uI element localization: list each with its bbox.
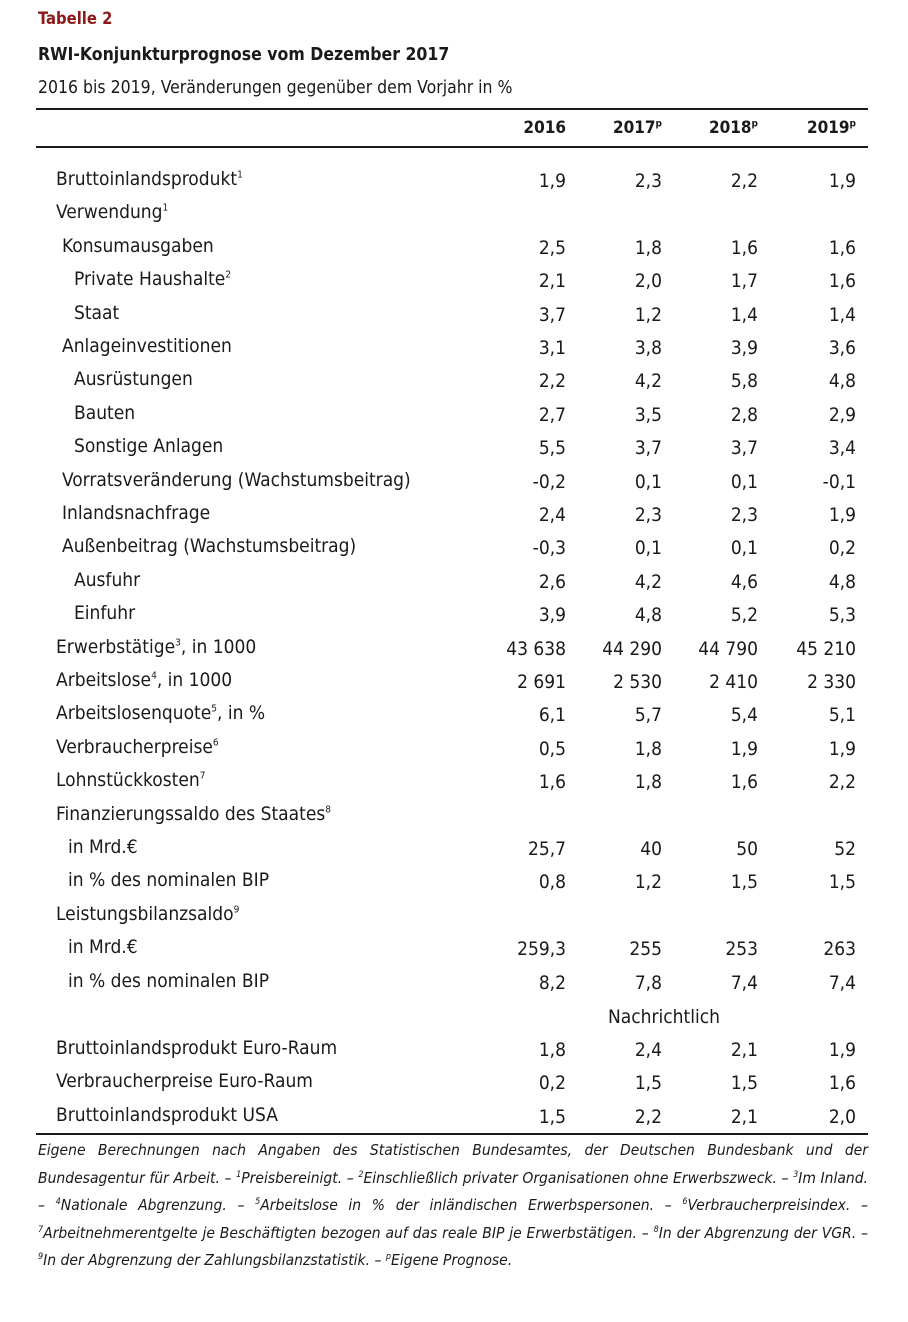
value-cell-2018: 0,1 (730, 537, 758, 560)
memo-row (36, 1104, 868, 1137)
value-cell-2019: 1,5 (828, 871, 856, 894)
value-cell-2019: 0,2 (828, 537, 856, 560)
row-label: Vorratsveränderung (Wachstumsbeitrag) (62, 468, 411, 491)
row-label: in Mrd.€ (68, 936, 138, 959)
value-cell-2018: 5,2 (730, 604, 758, 627)
value-cell-2017: 1,5 (634, 1072, 662, 1095)
value-cell-2017: 2,3 (634, 504, 662, 526)
table-row (36, 435, 868, 468)
footnote-ref: 5 (211, 704, 218, 716)
table-row (36, 736, 868, 769)
value-cell-2016: 1,6 (538, 771, 566, 794)
footnote-number: 8 (653, 1224, 659, 1235)
value-cell-2018: 2,3 (730, 504, 758, 526)
top-rule (36, 108, 868, 110)
value-cell-2017: 4,8 (634, 604, 662, 627)
column-mark: p (751, 118, 758, 130)
value-cell-2016: 5,5 (538, 437, 566, 460)
value-cell-2016: -0,3 (532, 537, 566, 560)
value-cell-2019: 3,6 (828, 337, 856, 359)
value-cell-2017: 1,8 (634, 737, 662, 760)
row-label: Finanzierungssaldo des Staates$^8$ (56, 802, 331, 825)
value-cell-2019: 2 330 (807, 671, 856, 693)
value-cell-2019: 1,6 (828, 236, 856, 259)
footnote-ref: 3 (175, 637, 181, 649)
value-cell-2017: 2,2 (634, 1105, 662, 1128)
value-cell-2017: 2,0 (634, 270, 662, 293)
value-cell-2017: 44 290 (602, 637, 662, 660)
value-cell-2019: 4,8 (828, 370, 856, 393)
value-cell-2017: 255 (629, 938, 662, 961)
value-cell-2016: 2,2 (538, 370, 566, 393)
value-cell-2018: 5,8 (730, 370, 758, 393)
value-cell-2019: 1,9 (828, 1039, 856, 1061)
row-label: Erwerbstätige$^3$, in 1000 (56, 635, 257, 658)
value-cell-2016: 3,7 (538, 303, 566, 326)
table-row (36, 469, 868, 502)
value-cell-2017: 3,7 (634, 437, 662, 460)
value-cell-2017: 4,2 (634, 570, 662, 593)
value-cell-2019: 1,6 (828, 1072, 856, 1095)
footnote-number: 3 (793, 1169, 799, 1180)
value-cell-2017: 40 (640, 838, 662, 860)
value-cell-2016: -0,2 (532, 470, 566, 493)
value-cell-2016: 3,9 (538, 604, 566, 627)
value-cell-2017: 3,8 (634, 337, 662, 359)
table-row (36, 201, 868, 234)
footnote-ref: 4 (151, 670, 157, 682)
footnote-number: 9 (38, 1252, 44, 1263)
row-label: Sonstige Anlagen (74, 435, 224, 458)
value-cell-2019: 5,3 (828, 604, 856, 627)
value-cell-2016: 1,8 (538, 1039, 566, 1061)
footnote-number: 4 (55, 1197, 61, 1208)
table-row (36, 936, 868, 969)
table-row (36, 368, 868, 401)
footnote-ref: 1 (162, 203, 169, 215)
value-cell-2016: 0,8 (538, 871, 566, 894)
row-label: Arbeitslosenquote$^5$, in % (56, 702, 266, 725)
value-cell-2019: 1,9 (828, 737, 856, 760)
value-cell-2017: 1,8 (634, 771, 662, 794)
footnote-number: 6 (682, 1197, 688, 1208)
row-label: Verwendung$^1$ (56, 201, 169, 224)
table-row (36, 702, 868, 735)
column-mark: p (655, 118, 662, 130)
value-cell-2017: 4,2 (634, 370, 662, 393)
value-cell-2018: 7,4 (730, 971, 758, 994)
value-cell-2018: 1,5 (730, 1072, 758, 1095)
row-label: Bruttoinlandsprodukt$^1$ (56, 168, 243, 190)
table-row (36, 769, 868, 802)
table-row (36, 168, 868, 201)
value-cell-2018: 2,1 (730, 1039, 758, 1061)
value-cell-2016: 3,1 (538, 337, 566, 359)
footnote-ref: 9 (233, 904, 240, 916)
row-label: Ausfuhr (74, 568, 141, 591)
row-label: Inlandsnachfrage (62, 502, 211, 524)
value-cell-2018: 2,8 (730, 403, 758, 426)
value-cell-2019: 3,4 (828, 437, 856, 460)
value-cell-2016: 25,7 (527, 838, 566, 860)
value-cell-2018: 2 410 (709, 671, 758, 693)
value-cell-2019: 2,0 (828, 1105, 856, 1128)
column-year: 2016 (523, 118, 566, 138)
table-row (36, 669, 868, 702)
column-mark: p (849, 118, 856, 130)
row-label: Bruttoinlandsprodukt USA (56, 1103, 278, 1126)
value-cell-2016: 6,1 (538, 704, 566, 727)
column-header-2016 (466, 118, 566, 138)
row-label: Private Haushalte$^2$ (74, 268, 232, 291)
table-row (36, 836, 868, 869)
value-cell-2016: 8,2 (538, 971, 566, 994)
table-row (36, 535, 868, 568)
column-header-2019 (756, 118, 856, 138)
value-cell-2019: 4,8 (828, 570, 856, 593)
footnote-number: 7 (38, 1224, 44, 1235)
value-cell-2017: 2 530 (613, 671, 662, 693)
table-header (36, 118, 868, 144)
table-row (36, 803, 868, 836)
value-cell-2018: 4,6 (730, 570, 758, 593)
value-cell-2018: 1,7 (730, 270, 758, 293)
value-cell-2018: 3,9 (730, 337, 758, 359)
value-cell-2018: 0,1 (730, 470, 758, 493)
value-cell-2016: 0,5 (538, 737, 566, 760)
value-cell-2017: 0,1 (634, 537, 662, 560)
value-cell-2017: 1,8 (634, 236, 662, 259)
table-row (36, 636, 868, 669)
table-row (36, 235, 868, 268)
table-row (36, 302, 868, 335)
footnote-ref: 2 (225, 269, 232, 281)
footnote-ref: 6 (212, 737, 219, 749)
value-cell-2018: 50 (736, 838, 758, 860)
value-cell-2017: 0,1 (634, 470, 662, 493)
table-row (36, 602, 868, 635)
value-cell-2016: 2,4 (538, 504, 566, 526)
value-cell-2016: 2,6 (538, 570, 566, 593)
value-cell-2017: 2,3 (634, 170, 662, 192)
column-year: 2019 (806, 118, 850, 138)
value-cell-2019: 1,6 (828, 270, 856, 293)
value-cell-2016: 2,5 (538, 236, 566, 259)
value-cell-2016: 1,5 (538, 1105, 566, 1128)
value-cell-2018: 5,4 (730, 704, 758, 727)
value-cell-2016: 2,1 (538, 270, 566, 293)
table-label: Tabelle 2 (38, 9, 113, 28)
table-row (36, 335, 868, 368)
value-cell-2018: 253 (725, 938, 758, 961)
row-label: Verbraucherpreise Euro-Raum (56, 1070, 313, 1093)
value-cell-2017: 1,2 (634, 871, 662, 894)
value-cell-2016: 1,9 (538, 170, 566, 192)
row-label: Ausrüstungen (74, 368, 193, 391)
column-year: 2017 (612, 118, 656, 138)
value-cell-2018: 2,1 (730, 1105, 758, 1128)
row-label: Verbraucherpreise$^6$ (56, 735, 219, 758)
memo-label: Nachrichtlich (608, 1006, 720, 1028)
value-cell-2019: 5,1 (828, 704, 856, 727)
value-cell-2018: 1,6 (730, 771, 758, 794)
table-row (36, 268, 868, 301)
memo-row (36, 1037, 868, 1070)
row-label: Außenbeitrag (Wachstumsbeitrag) (62, 535, 357, 558)
column-year: 2018 (708, 118, 752, 138)
value-cell-2018: 1,4 (730, 303, 758, 326)
value-cell-2018: 1,5 (730, 871, 758, 894)
table-title: RWI-Konjunkturprognose vom Dezember 2017 (38, 45, 450, 65)
value-cell-2017: 3,5 (634, 403, 662, 426)
row-label: Staat (74, 301, 120, 324)
row-label: Arbeitslose$^4$, in 1000 (56, 669, 233, 691)
value-cell-2017: 7,8 (634, 971, 662, 994)
value-cell-2016: 0,2 (538, 1072, 566, 1095)
value-cell-2017: 2,4 (634, 1039, 662, 1061)
footnote-number: 1 (236, 1169, 242, 1180)
footnote-number: 2 (358, 1169, 364, 1180)
bottom-rule (36, 1133, 868, 1135)
table-row (36, 903, 868, 936)
row-label: Bruttoinlandsprodukt Euro-Raum (56, 1037, 338, 1059)
value-cell-2019: 1,4 (828, 303, 856, 326)
row-label: Einfuhr (74, 602, 136, 625)
table-row (36, 869, 868, 902)
row-label: in % des nominalen BIP (68, 869, 270, 892)
value-cell-2019: -0,1 (822, 470, 856, 493)
footnote: Eigene Berechnungen nach Angaben des Statistischen Bundesamtes, der Deutschen Bundesbank und der Bundesagentur für Arbeit. – $^1$Preisbereinigt. – $^2$Einschließlich privater Organisationen ohne Erwerbszweck. – $^3$Im Inland. – $^4$Nationale Abgrenzung. – $^5$Arbeitslose in % der inländischen Erwerbspersonen. – $^6$Verbraucherpreisindex. – $^7$Arbeitnehmerentgelte je Beschäftigten bezogen auf das reale BIP je Erwerbstätigen. – $^8$In der Abgrenzung der VGR. – $^9$In der Abgrenzung der Zahlungsbilanzstatistik. – $^p$Eigene Prognose. (38, 1141, 868, 1270)
table-row (36, 402, 868, 435)
value-cell-2019: 7,4 (828, 971, 856, 994)
footnote-ref: 1 (237, 169, 243, 181)
header-rule (36, 146, 868, 148)
row-label: Bauten (74, 401, 136, 424)
value-cell-2019: 263 (823, 938, 856, 961)
value-cell-2016: 2 691 (517, 671, 566, 693)
value-cell-2017: 5,7 (634, 704, 662, 727)
footnote-ref: 7 (199, 770, 206, 782)
value-cell-2018: 3,7 (730, 437, 758, 460)
value-cell-2019: 2,9 (828, 403, 856, 426)
row-label: Lohnstückkosten$^7$ (56, 769, 206, 792)
value-cell-2016: 43 638 (506, 637, 566, 660)
value-cell-2018: 1,9 (730, 737, 758, 760)
footnote-ref: 8 (325, 804, 331, 816)
value-cell-2018: 1,6 (730, 236, 758, 259)
memo-row (36, 1070, 868, 1103)
footnote-number: p (385, 1252, 392, 1263)
footnote-number: 5 (255, 1197, 261, 1208)
row-label: in % des nominalen BIP (68, 969, 270, 992)
value-cell-2019: 2,2 (828, 771, 856, 794)
row-label: Konsumausgaben (62, 234, 214, 257)
column-header-2018 (655, 118, 758, 138)
row-label: in Mrd.€ (68, 836, 138, 858)
table-row (36, 970, 868, 1003)
value-cell-2016: 2,7 (538, 403, 566, 426)
value-cell-2019: 1,9 (828, 504, 856, 526)
value-cell-2018: 44 790 (698, 637, 758, 660)
row-label: Anlageinvestitionen (62, 335, 232, 357)
row-label: Leistungsbilanzsaldo$^9$ (56, 902, 240, 925)
table-row (36, 502, 868, 535)
value-cell-2017: 1,2 (634, 303, 662, 326)
table-row (36, 569, 868, 602)
table-subtitle: 2016 bis 2019, Veränderungen gegenüber dem Vorjahr in % (38, 78, 513, 98)
value-cell-2019: 45 210 (796, 637, 856, 660)
value-cell-2018: 2,2 (730, 170, 758, 192)
column-header-2017 (562, 118, 662, 138)
value-cell-2019: 52 (834, 838, 856, 860)
value-cell-2019: 1,9 (828, 170, 856, 192)
value-cell-2016: 259,3 (517, 938, 566, 961)
